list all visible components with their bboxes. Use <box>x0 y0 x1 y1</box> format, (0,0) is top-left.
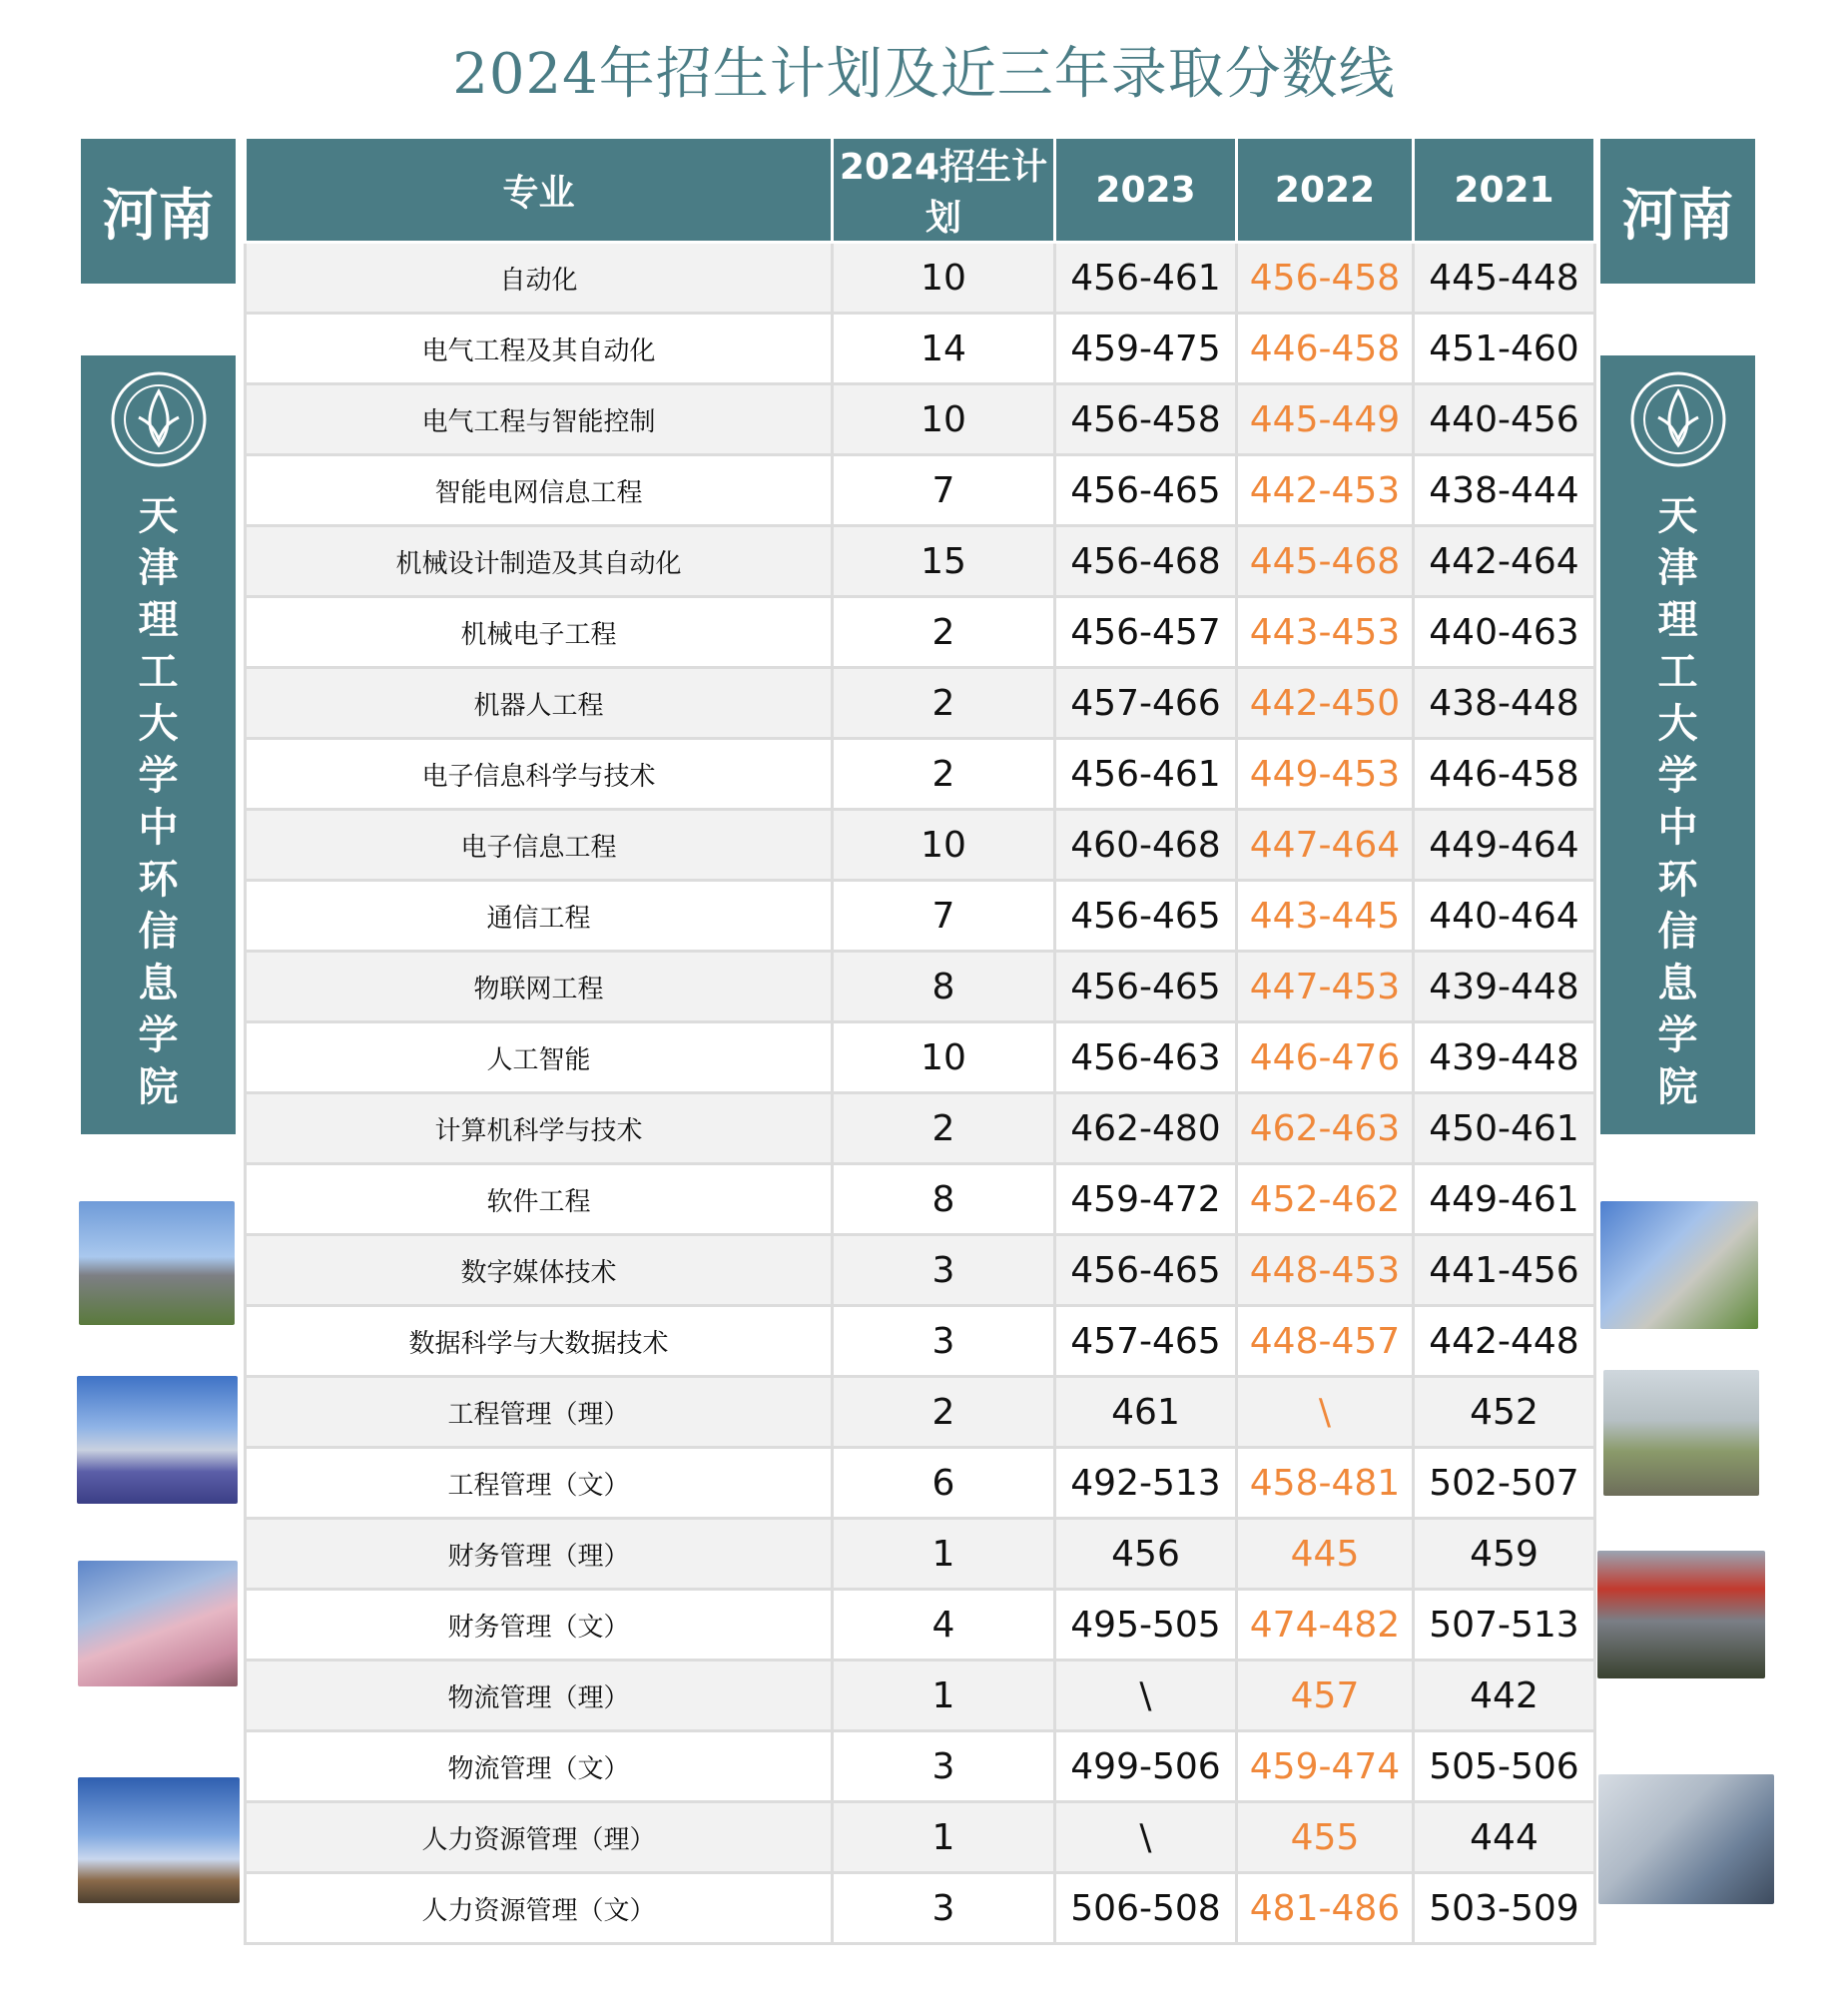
score-2021-cell: 459 <box>1414 1519 1595 1590</box>
school-panel-right <box>1600 355 1755 1134</box>
plan-cell: 15 <box>833 526 1055 597</box>
major-cell: 人力资源管理（理） <box>246 1802 833 1873</box>
school-name-char: 津 <box>1657 544 1698 591</box>
score-2021-cell: 449-461 <box>1414 1164 1595 1235</box>
score-2022-cell: 447-453 <box>1237 952 1414 1022</box>
photo-flag-ceremony <box>1597 1551 1765 1678</box>
school-logo-icon <box>1628 369 1728 469</box>
score-2022-cell: 462-463 <box>1237 1093 1414 1164</box>
school-name-char: 信 <box>138 908 179 955</box>
school-name-char: 天 <box>1657 492 1698 539</box>
school-name-char: 理 <box>138 596 179 643</box>
campus-photo-plaza <box>77 1376 238 1504</box>
score-2021-cell: 451-460 <box>1414 314 1595 384</box>
major-cell: 财务管理（文） <box>246 1590 833 1661</box>
plan-cell: 2 <box>833 1093 1055 1164</box>
table-row <box>246 1661 1595 1731</box>
table-row <box>246 1802 1595 1873</box>
score-2023-cell: 499-506 <box>1055 1731 1237 1802</box>
admission-score-table <box>244 136 1596 1945</box>
score-2021-cell: 505-506 <box>1414 1731 1595 1802</box>
score-2021-cell: 441-456 <box>1414 1235 1595 1306</box>
table-row <box>246 384 1595 455</box>
score-2021-cell: 452 <box>1414 1377 1595 1448</box>
score-2022-cell: 474-482 <box>1237 1590 1414 1661</box>
score-2022-cell: 446-458 <box>1237 314 1414 384</box>
plan-cell: 10 <box>833 1022 1055 1093</box>
score-2023-cell: 495-505 <box>1055 1590 1237 1661</box>
score-2021-cell: 440-456 <box>1414 384 1595 455</box>
table-row <box>246 952 1595 1022</box>
score-2023-cell: 462-480 <box>1055 1093 1237 1164</box>
score-2021-cell: 450-461 <box>1414 1093 1595 1164</box>
school-name-char: 理 <box>1657 596 1698 643</box>
score-2022-cell: 456-458 <box>1237 243 1414 314</box>
plan-cell: 2 <box>833 1377 1055 1448</box>
score-2021-cell: 439-448 <box>1414 1022 1595 1093</box>
score-2021-cell: 444 <box>1414 1802 1595 1873</box>
score-2022-cell: 447-464 <box>1237 810 1414 881</box>
lab-photo-robots <box>1603 1370 1759 1496</box>
major-cell: 电子信息工程 <box>246 810 833 881</box>
score-2023-cell: \ <box>1055 1661 1237 1731</box>
plan-cell: 2 <box>833 597 1055 668</box>
plan-cell: 8 <box>833 1164 1055 1235</box>
table-row <box>246 1164 1595 1235</box>
table-row <box>246 526 1595 597</box>
table-header-row <box>246 138 1595 243</box>
major-cell: 软件工程 <box>246 1164 833 1235</box>
table-row <box>246 881 1595 952</box>
table-row <box>246 1519 1595 1590</box>
school-name-char: 院 <box>1657 1063 1698 1110</box>
score-2023-cell: 456 <box>1055 1519 1237 1590</box>
plan-cell: 3 <box>833 1306 1055 1377</box>
score-2021-cell: 449-464 <box>1414 810 1595 881</box>
score-2021-cell: 446-458 <box>1414 739 1595 810</box>
major-cell: 计算机科学与技术 <box>246 1093 833 1164</box>
school-name-char: 学 <box>138 1011 179 1058</box>
score-2021-cell: 439-448 <box>1414 952 1595 1022</box>
score-2023-cell: 459-472 <box>1055 1164 1237 1235</box>
score-2022-cell: 446-476 <box>1237 1022 1414 1093</box>
school-name-char: 学 <box>1657 1011 1698 1058</box>
table-row <box>246 668 1595 739</box>
plan-cell: 1 <box>833 1802 1055 1873</box>
major-cell: 财务管理（理） <box>246 1519 833 1590</box>
score-2021-cell: 442 <box>1414 1661 1595 1731</box>
school-name-char: 信 <box>1657 908 1698 955</box>
table-row <box>246 1731 1595 1802</box>
table-row <box>246 1306 1595 1377</box>
score-2021-cell: 438-448 <box>1414 668 1595 739</box>
page-title: 2024年招生计划及近三年录取分数线 <box>452 42 1396 107</box>
major-cell: 智能电网信息工程 <box>246 455 833 526</box>
table-row <box>246 1093 1595 1164</box>
major-cell: 物流管理（文） <box>246 1731 833 1802</box>
score-2022-cell: 455 <box>1237 1802 1414 1873</box>
school-name-char: 息 <box>138 960 179 1006</box>
table-row <box>246 1448 1595 1519</box>
table-row <box>246 1590 1595 1661</box>
score-2022-cell: \ <box>1237 1377 1414 1448</box>
score-2023-cell: 456-457 <box>1055 597 1237 668</box>
table-row <box>246 455 1595 526</box>
score-2021-cell: 507-513 <box>1414 1590 1595 1661</box>
plan-cell: 3 <box>833 1873 1055 1944</box>
plan-cell: 7 <box>833 455 1055 526</box>
score-2022-cell: 443-453 <box>1237 597 1414 668</box>
plan-cell: 10 <box>833 810 1055 881</box>
school-name-char: 大 <box>1657 700 1698 747</box>
score-2023-cell: 492-513 <box>1055 1448 1237 1519</box>
school-panel-left <box>81 355 236 1134</box>
province-banner-left: 河南 <box>81 139 236 284</box>
major-cell: 数据科学与大数据技术 <box>246 1306 833 1377</box>
major-cell: 通信工程 <box>246 881 833 952</box>
score-2022-cell: 445-468 <box>1237 526 1414 597</box>
major-cell: 电气工程及其自动化 <box>246 314 833 384</box>
table-body <box>246 243 1595 1944</box>
score-2023-cell: 456-465 <box>1055 881 1237 952</box>
table-row <box>246 597 1595 668</box>
table-row <box>246 1873 1595 1944</box>
score-2022-cell: 448-457 <box>1237 1306 1414 1377</box>
lab-photo-students <box>1598 1774 1774 1904</box>
campus-photo-trees <box>1600 1201 1758 1329</box>
score-2023-cell: 456-468 <box>1055 526 1237 597</box>
plan-cell: 14 <box>833 314 1055 384</box>
plan-cell: 8 <box>833 952 1055 1022</box>
school-name-char: 天 <box>138 492 179 539</box>
score-2023-cell: 456-463 <box>1055 1022 1237 1093</box>
major-cell: 工程管理（文） <box>246 1448 833 1519</box>
plan-cell: 1 <box>833 1661 1055 1731</box>
score-2021-cell: 440-464 <box>1414 881 1595 952</box>
school-name-vertical-left <box>81 490 236 1113</box>
major-cell: 工程管理（理） <box>246 1377 833 1448</box>
table-row <box>246 314 1595 384</box>
school-name-char: 学 <box>1657 752 1698 799</box>
major-cell: 数字媒体技术 <box>246 1235 833 1306</box>
table-row <box>246 1377 1595 1448</box>
major-cell: 机械电子工程 <box>246 597 833 668</box>
plan-cell: 3 <box>833 1235 1055 1306</box>
score-2023-cell: 456-458 <box>1055 384 1237 455</box>
school-name-char: 大 <box>138 700 179 747</box>
score-2023-cell: 506-508 <box>1055 1873 1237 1944</box>
school-name-char: 学 <box>138 752 179 799</box>
major-cell: 电气工程与智能控制 <box>246 384 833 455</box>
school-name-char: 息 <box>1657 960 1698 1006</box>
score-2023-cell: 460-468 <box>1055 810 1237 881</box>
major-cell: 机器人工程 <box>246 668 833 739</box>
score-2022-cell: 445 <box>1237 1519 1414 1590</box>
school-name-char: 环 <box>138 856 179 903</box>
header-plan-2024: 2024招生计划 <box>833 138 1055 243</box>
score-2022-cell: 442-450 <box>1237 668 1414 739</box>
score-2023-cell: 456-465 <box>1055 455 1237 526</box>
score-2023-cell: \ <box>1055 1802 1237 1873</box>
header-2022: 2022 <box>1237 138 1414 243</box>
major-cell: 人工智能 <box>246 1022 833 1093</box>
campus-photo-flag <box>78 1777 240 1903</box>
school-name-char: 中 <box>1657 804 1698 851</box>
score-2021-cell: 503-509 <box>1414 1873 1595 1944</box>
school-name-char: 工 <box>1657 648 1698 695</box>
plan-cell: 6 <box>833 1448 1055 1519</box>
score-2022-cell: 458-481 <box>1237 1448 1414 1519</box>
score-2023-cell: 456-465 <box>1055 1235 1237 1306</box>
major-cell: 电子信息科学与技术 <box>246 739 833 810</box>
score-2023-cell: 461 <box>1055 1377 1237 1448</box>
major-cell: 人力资源管理（文） <box>246 1873 833 1944</box>
province-banner-right: 河南 <box>1600 139 1755 284</box>
plan-cell: 2 <box>833 739 1055 810</box>
score-2022-cell: 442-453 <box>1237 455 1414 526</box>
score-2022-cell: 452-462 <box>1237 1164 1414 1235</box>
major-cell: 物流管理（理） <box>246 1661 833 1731</box>
school-name-char: 津 <box>138 544 179 591</box>
major-cell: 物联网工程 <box>246 952 833 1022</box>
score-2022-cell: 445-449 <box>1237 384 1414 455</box>
plan-cell: 7 <box>833 881 1055 952</box>
school-name-char: 工 <box>138 648 179 695</box>
score-2023-cell: 456-461 <box>1055 243 1237 314</box>
score-2021-cell: 438-444 <box>1414 455 1595 526</box>
header-2023: 2023 <box>1055 138 1237 243</box>
major-cell: 机械设计制造及其自动化 <box>246 526 833 597</box>
score-2021-cell: 442-464 <box>1414 526 1595 597</box>
score-2021-cell: 445-448 <box>1414 243 1595 314</box>
plan-cell: 10 <box>833 243 1055 314</box>
score-2021-cell: 442-448 <box>1414 1306 1595 1377</box>
score-2023-cell: 459-475 <box>1055 314 1237 384</box>
header-major: 专业 <box>246 138 833 243</box>
plan-cell: 2 <box>833 668 1055 739</box>
score-2022-cell: 443-445 <box>1237 881 1414 952</box>
score-2021-cell: 502-507 <box>1414 1448 1595 1519</box>
score-2022-cell: 481-486 <box>1237 1873 1414 1944</box>
table-row <box>246 810 1595 881</box>
school-logo-icon <box>109 369 209 469</box>
score-2022-cell: 448-453 <box>1237 1235 1414 1306</box>
major-cell: 自动化 <box>246 243 833 314</box>
school-name-char: 中 <box>138 804 179 851</box>
school-name-vertical-right <box>1600 490 1755 1113</box>
table-row <box>246 1022 1595 1093</box>
score-2023-cell: 456-461 <box>1055 739 1237 810</box>
plan-cell: 1 <box>833 1519 1055 1590</box>
plan-cell: 10 <box>833 384 1055 455</box>
school-name-char: 环 <box>1657 856 1698 903</box>
header-2021: 2021 <box>1414 138 1595 243</box>
table-row <box>246 1235 1595 1306</box>
score-2022-cell: 459-474 <box>1237 1731 1414 1802</box>
table-row <box>246 243 1595 314</box>
plan-cell: 4 <box>833 1590 1055 1661</box>
school-name-char: 院 <box>138 1063 179 1110</box>
campus-photo-blossoms <box>78 1561 238 1686</box>
table-row <box>246 739 1595 810</box>
score-2023-cell: 457-466 <box>1055 668 1237 739</box>
score-2023-cell: 457-465 <box>1055 1306 1237 1377</box>
score-2021-cell: 440-463 <box>1414 597 1595 668</box>
score-2022-cell: 457 <box>1237 1661 1414 1731</box>
score-2023-cell: 456-465 <box>1055 952 1237 1022</box>
plan-cell: 3 <box>833 1731 1055 1802</box>
campus-photo-building <box>79 1201 235 1325</box>
score-2022-cell: 449-453 <box>1237 739 1414 810</box>
